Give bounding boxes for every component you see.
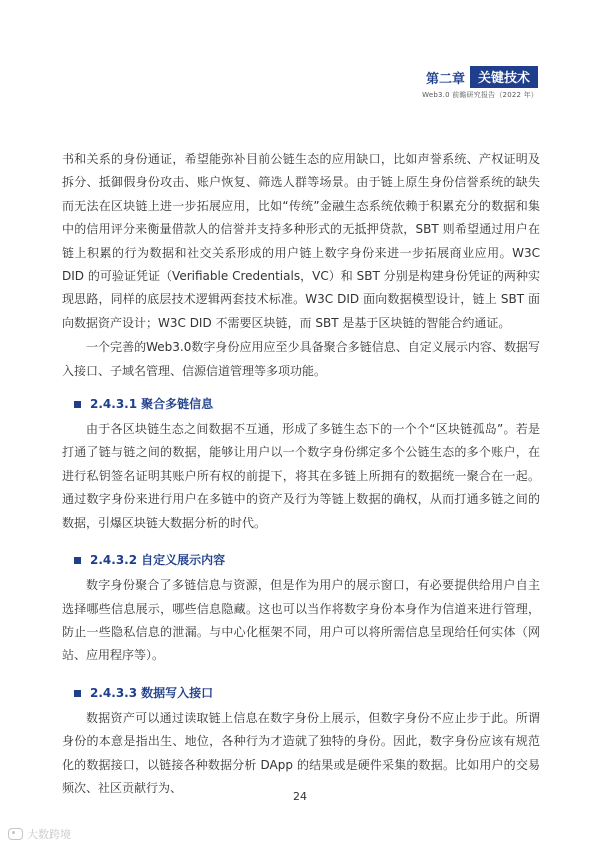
paragraph-intro: 一个完善的Web3.0数字身份应用应至少具备聚合多链信息、自定义展示内容、数据写入接口、子域名管理、信源信道管理等多项功能。: [62, 340, 540, 378]
heading-square-icon: [74, 690, 81, 697]
paragraph-interface: 数据资产可以通过读取链上信息在数字身份上展示，但数字身份不应止步于此。所谓身份的本意是指出生、地位，各种行为才造就了独特的身份。因此，数字身份应该有规范化的数据接口，以链接各种数据分析 DApp 的结果或是硬件采集的数据。比如用户的交易频次、社区贡献行为、: [62, 710, 540, 795]
section-label: 关键技术: [470, 66, 538, 88]
page-header: [422, 66, 538, 100]
heading-square-icon: [74, 557, 81, 564]
watermark-text: 大数跨境: [27, 828, 71, 841]
paragraph-display: 数字身份聚合了多链信息与资源，但是作为用户的展示窗口，有必要提供给用户自主选择哪些信息展示，哪些信息隐藏。这也可以当作将数字身份本身作为信道来进行管理，防止一些隐私信息的泄漏。与中心化框架不同，用户可以将所需信息呈现给任何实体（网站、应用程序等）。: [62, 578, 540, 663]
report-subtitle: Web3.0 前瞻研究报告（2022 年）: [422, 91, 538, 99]
heading-number: 2.4.3.1: [90, 397, 138, 412]
section-heading-interface: [62, 682, 540, 705]
heading-square-icon: [74, 401, 81, 408]
paragraph-continued: 书和关系的身份通证，希望能弥补目前公链生态的应用缺口，比如声誉系统、产权证明及拆分、抵御假身份攻击、账户恢复、筛选人群等场景。由于链上原生身份信誉系统的缺失而无法在区块链上进一步拓展应用，比如“传统”金融生态系统依赖于积累充分的数据和集中的信用评分来衡量借款人的信誉并支持多种形式的无抵押贷款，SBT 则希望通过用户在链上积累的行为数据和社交关系形成的用户链上数字身份来进一步拓展商业应用。W3C DID 的可验证凭证（Verifiable Credentials，VC）和 SBT 分别是构建身份凭证的两种实现思路，同样的底层技术逻辑两套技术标准。W3C DID 面向数据模型设计，链上 SBT 面向数据资产设计；W3C DID 不需要区块链，而 SBT 是基于区块链的智能合约通证。: [62, 152, 540, 330]
heading-title: 自定义展示内容: [141, 553, 226, 568]
paragraph-aggregate: 由于各区块链生态之间数据不互通，形成了多链生态下的一个个“区块链孤岛”。若是打通了链与链之间的数据，能够让用户以一个数字身份绑定多个公链生态的多个账户，在进行私钥签名证明其账户所有权的前提下，将其在多链上所拥有的数据统一聚合在一起。通过数字身份来进行用户在多链中的资产及行为等链上数据的确权，从而打通多链之间的数据，引爆区块链大数据分析的时代。: [62, 422, 540, 530]
heading-number: 2.4.3.2: [90, 553, 138, 568]
header-title-row: [422, 66, 538, 88]
heading-number: 2.4.3.3: [90, 685, 138, 700]
section-heading-display: [62, 549, 540, 572]
chapter-label: 第二章: [425, 71, 465, 87]
watermark-logo-icon: [8, 828, 23, 840]
page-content: [62, 148, 540, 800]
watermark: [8, 826, 71, 842]
section-heading-aggregate: [62, 393, 540, 416]
page-number: 24: [293, 790, 307, 803]
heading-title: 数据写入接口: [141, 685, 214, 700]
heading-title: 聚合多链信息: [141, 397, 214, 412]
